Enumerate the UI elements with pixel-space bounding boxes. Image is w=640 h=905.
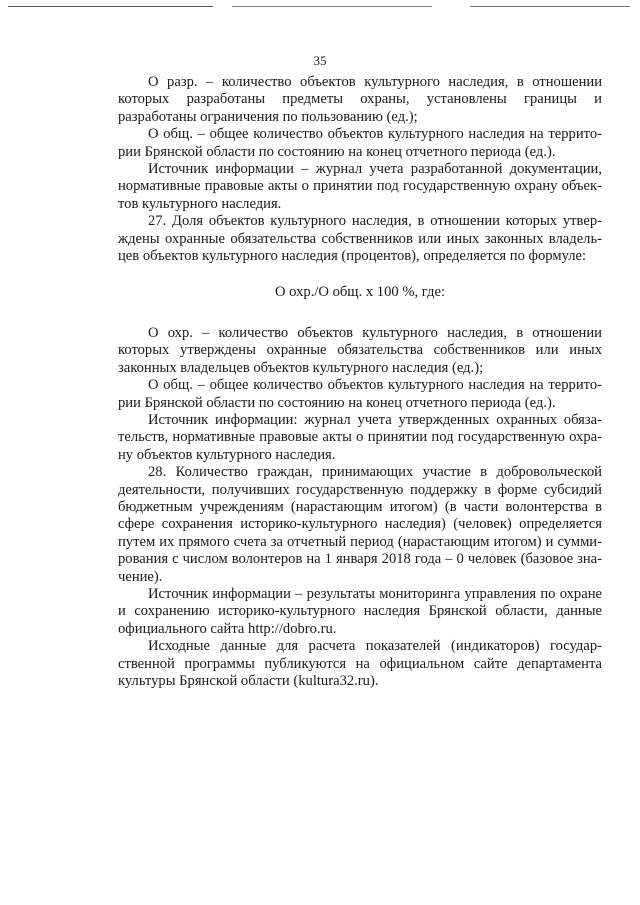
source-info-1: Источник информации – журнал учета разработанной документации, нормативные правовые акты о принятии под государственную охрану объектов культурного наследия. xyxy=(118,161,602,212)
scan-edge-line-right xyxy=(470,6,630,7)
source-info-2: Источник информации: журнал учета утвержденных охранных обязательств, нормативные правовые акты о принятии под государственную охрану объектов культурного наследия. xyxy=(118,411,602,463)
scan-edge-line-middle xyxy=(232,6,432,7)
source-info-3: Источник информации – результаты мониторинга управления по охране и сохранению историко-культурного наследия Брянской области, данные официального сайта http://dobro.ru. xyxy=(118,585,602,637)
indicator-27: 27. Доля объектов культурного наследия, в отношении которых утверждены охранные обязательства собственников или иных законных владельцев объектов культурного наследия (процентов), определяется по формуле: xyxy=(118,213,602,265)
definition-o-obsch-1: О общ. – общее количество объектов культурного наследия на территории Брянской области по состоянию на конец отчетного периода (ед.). xyxy=(118,126,602,160)
indicator-28: 28. Количество граждан, принимающих участие в добровольческой деятельности, получивших государственную поддержку в форме субсидий бюджетным учреждениям (нарастающим итогом) (в части волонтерства в сфере сохранения историко-культурного наследия) (человек) определяется путем их прямого счета за отчетный период (нарастающим итогом) и суммирования с числом волонтеров на 1 января 2018 года – 0 человек (базовое значение). xyxy=(118,464,602,585)
definition-o-ohr: О охр. – количество объектов культурного наследия, в отношении которых утверждены охранные обязательства собственников или иных законных владельцев объектов культурного наследия (ед.); xyxy=(118,324,602,376)
page-number: 35 xyxy=(313,53,327,68)
document-body xyxy=(118,74,602,690)
source-data-note: Исходные данные для расчета показателей (индикаторов) государственной программы публикуются на официальном сайте департамента культуры Брянской области (kultura32.ru). xyxy=(118,638,602,689)
scan-edge-line-left xyxy=(8,6,213,7)
formula: О охр./О общ. х 100 %, где: xyxy=(274,284,445,301)
definition-o-obsch-2: О общ. – общее количество объектов культурного наследия на территории Брянской области по состоянию на конец отчетного периода (ед.). xyxy=(118,377,602,411)
definition-o-razr: О разр. – количество объектов культурного наследия, в отношении которых разработаны предметы охраны, установлены границы и разработаны ограничения по пользованию (ед.); xyxy=(118,74,602,125)
